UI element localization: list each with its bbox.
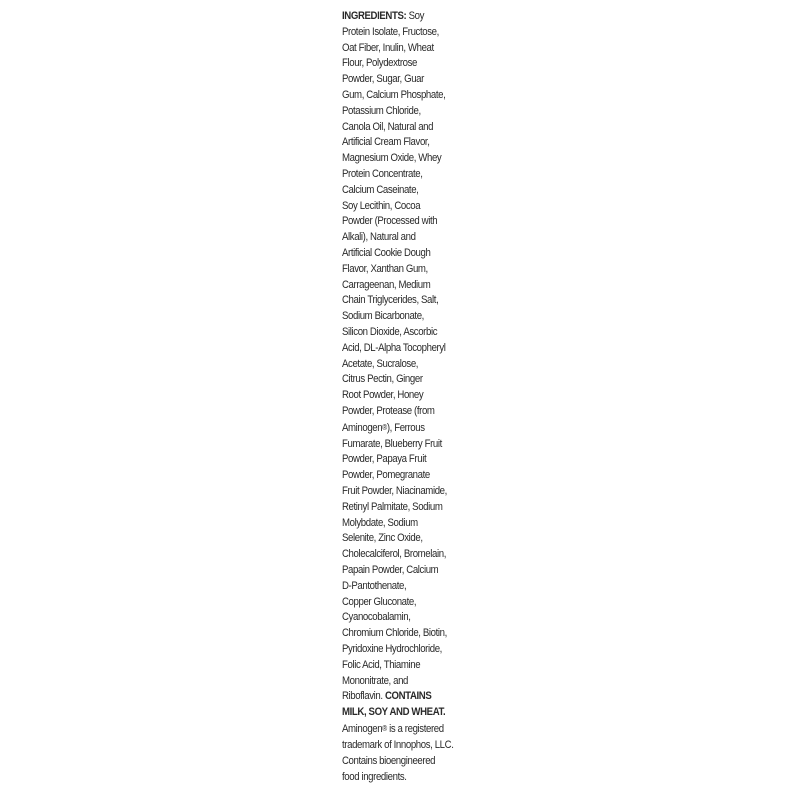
registered-mark: ® <box>382 724 387 734</box>
ingredients-line: Flour, Polydextrose <box>342 57 418 70</box>
ingredients-line: Cyanocobalamin, <box>342 611 411 624</box>
ingredients-line: Papain Powder, Calcium <box>342 564 439 577</box>
ingredients-line: Fruit Powder, Niacinamide, <box>342 485 447 498</box>
ingredients-line: Chromium Chloride, Biotin, <box>342 627 447 640</box>
trademark-owner: trademark of Innophos, LLC. <box>342 739 454 751</box>
ingredients-line: Potassium Chloride, <box>342 104 421 117</box>
ingredients-heading: INGREDIENTS: <box>342 10 407 22</box>
ingredients-line: Magnesium Oxide, Whey <box>342 152 442 165</box>
ingredients-line: Cholecalciferol, Bromelain, <box>342 548 446 561</box>
ingredients-line: Sodium Bicarbonate, <box>342 310 424 323</box>
trademark-note <box>342 721 469 738</box>
ingredients-line: Protein Concentrate, <box>342 167 423 180</box>
ingredients-line: Pyridoxine Hydrochloride, <box>342 643 442 656</box>
ingredients-line: Flavor, Xanthan Gum, <box>342 262 428 275</box>
bioengineered-statement: Contains bioengineered <box>342 754 436 767</box>
ingredients-line <box>342 9 469 25</box>
allergen-statement: CONTAINS <box>384 690 432 703</box>
ingredients-line: Acetate, Sucralose, <box>342 357 419 370</box>
ingredients-line: Alkali), Natural and <box>342 231 416 244</box>
ingredients-line <box>342 420 469 437</box>
ingredients-line: D-Pantothenate, <box>342 579 407 592</box>
ingredients-line: Citrus Pectin, Ginger <box>342 373 423 386</box>
ingredients-line: Copper Gluconate, <box>342 595 417 608</box>
ingredients-line: Molybdate, Sodium <box>342 516 418 529</box>
trademark-brand: Aminogen <box>342 723 383 736</box>
ingredients-line: Protein Isolate, Fructose, <box>342 25 439 38</box>
ingredients-line: Calcium Caseinate, <box>342 183 419 196</box>
ingredients-line: Chain Triglycerides, Salt, <box>342 294 439 307</box>
ingredients-line: Oat Fiber, Inulin, Wheat <box>342 41 434 54</box>
allergen-statement-list: MILK, SOY AND WHEAT. <box>342 706 446 719</box>
ingredients-line: Powder, Pomegranate <box>342 469 430 482</box>
ingredients-text: Soy <box>406 10 425 22</box>
ingredients-line: Artificial Cream Flavor, <box>342 136 430 149</box>
ingredients-line: Carrageenan, Medium <box>342 278 431 291</box>
ingredients-panel <box>342 9 469 785</box>
ingredients-line: Powder (Processed with <box>342 215 438 228</box>
ingredients-line <box>342 689 469 705</box>
ingredients-line: Powder, Sugar, Guar <box>342 73 424 86</box>
ingredients-line: Silicon Dioxide, Ascorbic <box>342 325 438 338</box>
ingredients-line: Artificial Cookie Dough <box>342 246 431 259</box>
ingredients-line: Gum, Calcium Phosphate, <box>342 88 446 101</box>
ingredient-aminogen: Aminogen <box>342 421 383 434</box>
ingredients-line: Powder, Papaya Fruit <box>342 453 427 466</box>
ingredients-line: Folic Acid, Thiamine <box>342 658 421 671</box>
ingredients-line: Fumarate, Blueberry Fruit <box>342 437 442 450</box>
ingredients-line: Selenite, Zinc Oxide, <box>342 532 423 545</box>
ingredients-line: Retinyl Palmitate, Sodium <box>342 500 443 513</box>
ingredients-text: Riboflavin. <box>342 690 385 703</box>
bioengineered-statement-end: food ingredients. <box>342 770 407 783</box>
ingredients-line: Soy Lecithin, Cocoa <box>342 199 421 212</box>
ingredients-line: Canola Oil, Natural and <box>342 120 434 133</box>
ingredients-line: Acid, DL-Alpha Tocopheryl <box>342 341 446 354</box>
trademark-text: is a registered <box>386 723 444 736</box>
ingredients-text: ), Ferrous <box>386 421 425 434</box>
ingredients-line: Powder, Protease (from <box>342 404 435 417</box>
ingredients-line: Mononitrate, and <box>342 674 409 687</box>
ingredients-line: Root Powder, Honey <box>342 389 424 402</box>
registered-mark: ® <box>382 422 387 432</box>
